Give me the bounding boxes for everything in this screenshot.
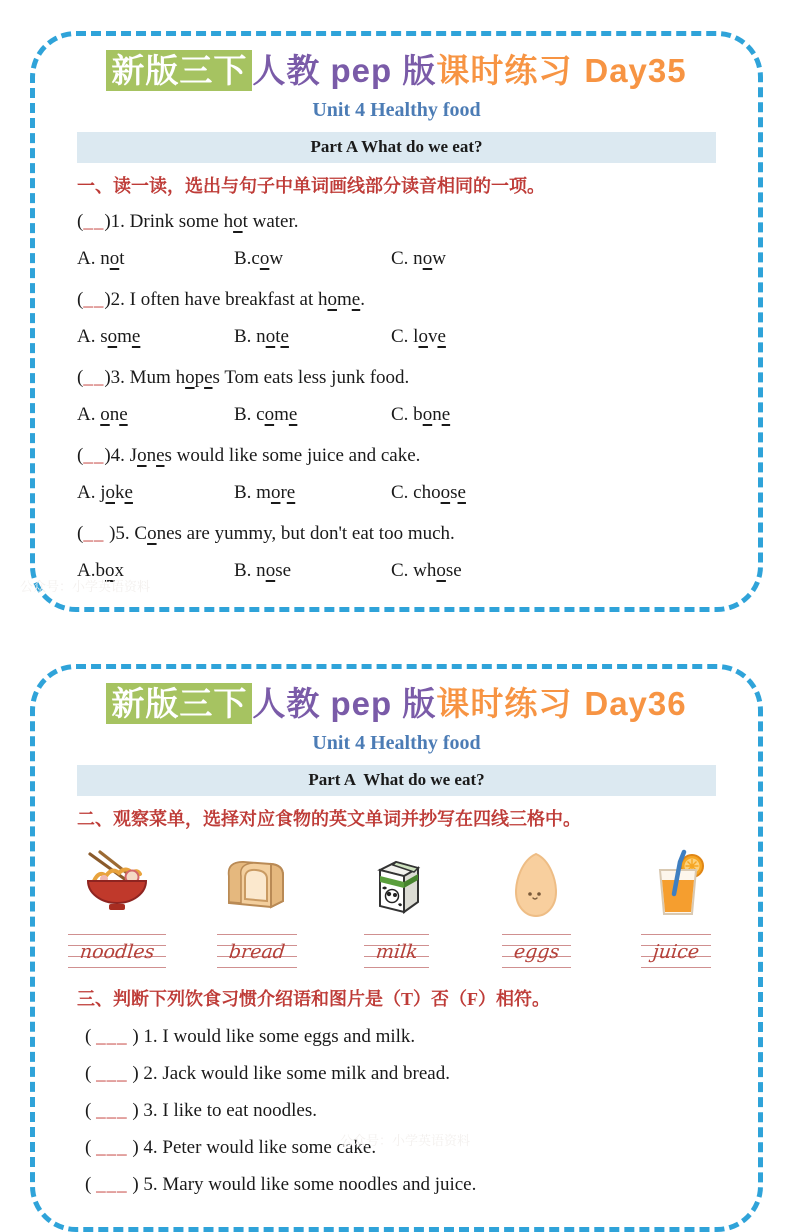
- section-two-heading: 二、观察菜单，选择对应食物的英文单词并抄写在四线三格中。: [77, 809, 581, 829]
- title-day-number: Day36: [584, 685, 687, 722]
- unit-title: Unit 4 Healthy food: [312, 732, 481, 754]
- option-a: A. one: [77, 404, 128, 425]
- option-c: C. choose: [391, 482, 466, 503]
- watermark: 公众号：小学英语资料: [340, 1133, 471, 1148]
- part-header: Part A What do we eat?: [77, 765, 716, 796]
- option-b: B. nose: [234, 560, 292, 581]
- question-stem: (__)4. Jones would like some juice and cake.: [77, 445, 421, 466]
- true-false-list: [77, 1022, 716, 1199]
- question-group: [77, 207, 716, 273]
- food-item-juice: [612, 844, 740, 970]
- worksheet-card-day35: [30, 31, 763, 612]
- option-b: B. more: [234, 482, 296, 503]
- worksheet-title: [77, 48, 716, 94]
- handwritten-word: milk: [374, 941, 419, 963]
- part-header: Part A What do we eat?: [77, 132, 716, 163]
- writing-grid: [68, 934, 166, 970]
- writing-grid: [217, 934, 297, 970]
- tf-statement: ( ___ ) 1. I would like some eggs and milk.: [85, 1026, 416, 1047]
- option-a: A. some: [77, 326, 141, 347]
- section-one-heading: 一、读一读，选出与句子中单词画线部分读音相同的一项。: [77, 176, 545, 196]
- option-a: A. not: [77, 248, 125, 269]
- options-row: [77, 322, 716, 351]
- milk-icon: [362, 844, 432, 920]
- option-b: B.cow: [234, 248, 284, 269]
- title-day-number: Day35: [584, 52, 687, 89]
- title-publisher: 人教 pep 版: [252, 52, 437, 89]
- food-item-milk: [333, 844, 461, 970]
- option-a: A. joke: [77, 482, 133, 503]
- food-item-noodles: [53, 844, 181, 970]
- title-edition-highlight: 新版三下: [106, 683, 252, 724]
- bread-icon: [217, 844, 297, 920]
- question-stem: (__)1. Drink some hot water.: [77, 211, 299, 232]
- option-c: C. bone: [391, 404, 451, 425]
- title-practice: 课时练习: [436, 685, 573, 722]
- question-stem: (__ )5. Cones are yummy, but don't eat too much.: [77, 523, 455, 544]
- options-row: [77, 244, 716, 273]
- handwritten-word: eggs: [512, 941, 561, 963]
- question-stem: (__)2. I often have breakfast at home.: [77, 289, 365, 310]
- handwritten-word: bread: [227, 941, 286, 963]
- tf-statement: ( ___ ) 3. I like to eat noodles.: [85, 1100, 318, 1121]
- tf-statement: ( ___ ) 2. Jack would like some milk and bread.: [85, 1063, 450, 1084]
- question-group: [77, 363, 716, 429]
- option-b: B. note: [234, 326, 289, 347]
- question-stem: (__)3. Mum hopes Tom eats less junk food.: [77, 367, 410, 388]
- option-c: C. now: [391, 248, 446, 269]
- writing-grid: [502, 934, 571, 970]
- noodles-icon: [80, 844, 154, 920]
- unit-title: Unit 4 Healthy food: [312, 99, 481, 121]
- watermark: 公众号：小学英语资料: [20, 579, 151, 594]
- option-a: A.box: [77, 560, 124, 581]
- eggs-icon: [506, 844, 566, 920]
- tf-statement: ( ___ ) 5. Mary would like some noodles and juice.: [85, 1174, 477, 1195]
- worksheet-title: [77, 681, 716, 727]
- writing-grid: [364, 934, 430, 970]
- option-b: B. come: [234, 404, 298, 425]
- food-item-bread: [193, 844, 321, 970]
- options-row: [77, 556, 716, 585]
- options-row: [77, 478, 716, 507]
- handwritten-word: noodles: [78, 941, 156, 963]
- question-group: [77, 441, 716, 507]
- writing-grid: [641, 934, 711, 970]
- food-item-eggs: [472, 844, 600, 970]
- food-menu-row: [53, 844, 740, 970]
- question-group: [77, 285, 716, 351]
- title-edition-highlight: 新版三下: [106, 50, 252, 91]
- title-practice: 课时练习: [436, 52, 573, 89]
- option-c: C. love: [391, 326, 446, 347]
- juice-icon: [644, 844, 708, 920]
- title-publisher: 人教 pep 版: [252, 685, 437, 722]
- section-three-heading: 三、判断下列饮食习惯介绍语和图片是（T）否（F）相符。: [77, 989, 550, 1009]
- question-group: [77, 519, 716, 585]
- tf-statement: ( ___ ) 4. Peter would like some cake.: [85, 1137, 377, 1158]
- option-c: C. whose: [391, 560, 462, 581]
- handwritten-word: juice: [651, 941, 701, 963]
- options-row: [77, 400, 716, 429]
